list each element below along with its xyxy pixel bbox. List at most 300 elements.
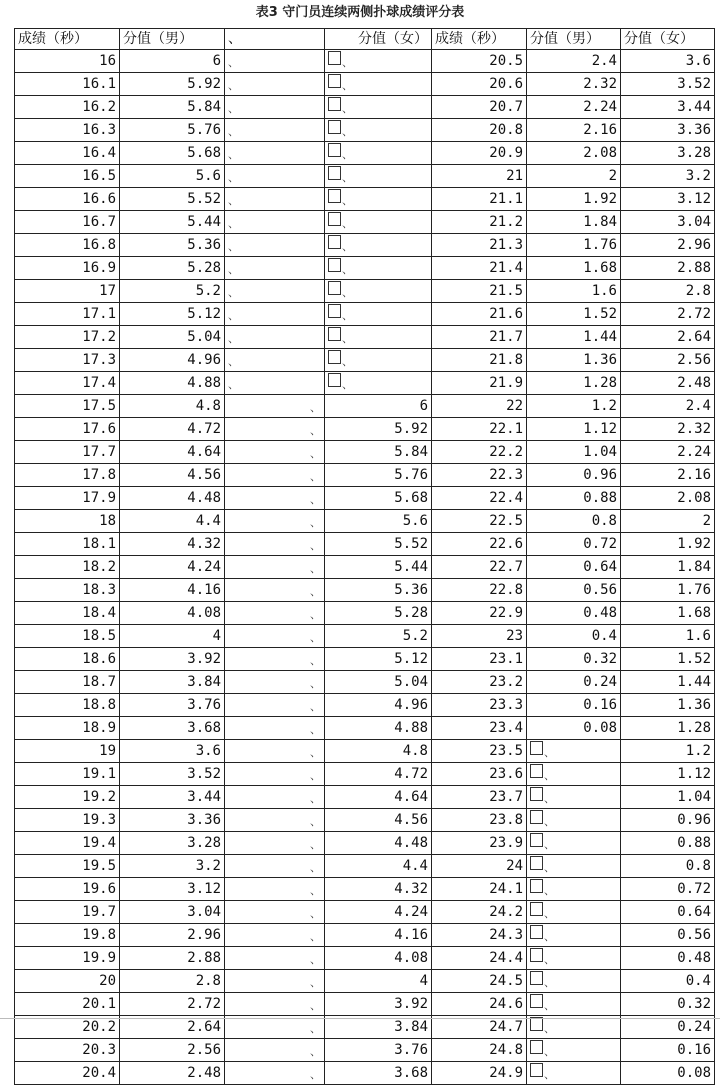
tick-mark: 、 <box>544 883 555 897</box>
tick-mark: 、 <box>310 975 321 989</box>
cell-time-1: 17 <box>15 279 120 302</box>
cell-time-1: 18.6 <box>15 647 120 670</box>
cell-female-score-2: 2.48 <box>621 371 715 394</box>
tick-mark: 、 <box>228 78 239 92</box>
cell-time-2: 24.1 <box>432 877 527 900</box>
cell-female-score-1: 3.84 <box>325 1015 432 1038</box>
cell-male-score-2 <box>527 969 621 992</box>
cell-female-score-1: 4.88 <box>325 716 432 739</box>
table-row <box>15 210 715 233</box>
cell-time-2: 21.1 <box>432 187 527 210</box>
tick-mark: 、 <box>310 469 321 483</box>
cell-male-score-2 <box>527 808 621 831</box>
cell-female-score-1 <box>325 164 432 187</box>
cell-male-score-2: 2.32 <box>527 72 621 95</box>
cell-blank <box>225 992 325 1015</box>
cell-female-score-2: 1.92 <box>621 532 715 555</box>
tick-mark: 、 <box>310 837 321 851</box>
cell-time-1: 18.9 <box>15 716 120 739</box>
tick-mark: 、 <box>310 1044 321 1058</box>
cell-male-score-2 <box>527 739 621 762</box>
cell-male-score-2: 1.36 <box>527 348 621 371</box>
cell-time-2: 22.3 <box>432 463 527 486</box>
table-row <box>15 118 715 141</box>
empty-box-mark <box>530 925 543 939</box>
cell-time-2: 24.8 <box>432 1038 527 1061</box>
cell-time-2: 24.9 <box>432 1061 527 1084</box>
cell-female-score-2: 3.2 <box>621 164 715 187</box>
cell-time-2: 23.1 <box>432 647 527 670</box>
cell-male-score-1: 5.2 <box>120 279 225 302</box>
cell-female-score-1 <box>325 141 432 164</box>
cell-male-score-2: 0.96 <box>527 463 621 486</box>
cell-female-score-1 <box>325 302 432 325</box>
tick-mark: 、 <box>310 814 321 828</box>
cell-time-1: 17.7 <box>15 440 120 463</box>
cell-time-1: 17.5 <box>15 394 120 417</box>
empty-box-mark <box>328 166 341 180</box>
cell-female-score-1: 4.08 <box>325 946 432 969</box>
table-row <box>15 95 715 118</box>
tick-mark: 、 <box>342 101 353 115</box>
table-row <box>15 739 715 762</box>
cell-time-1: 20.2 <box>15 1015 120 1038</box>
cell-female-score-2: 2.08 <box>621 486 715 509</box>
cell-female-score-2: 0.8 <box>621 854 715 877</box>
cell-male-score-1: 5.52 <box>120 187 225 210</box>
tick-mark: 、 <box>228 193 239 207</box>
cell-male-score-2: 1.2 <box>527 394 621 417</box>
cell-time-2: 23 <box>432 624 527 647</box>
cell-female-score-2: 1.36 <box>621 693 715 716</box>
cell-blank <box>225 486 325 509</box>
empty-box-mark <box>328 120 341 134</box>
tick-mark: 、 <box>310 722 321 736</box>
tick-mark: 、 <box>310 1067 321 1081</box>
cell-time-1: 19.9 <box>15 946 120 969</box>
cell-time-1: 20.4 <box>15 1061 120 1084</box>
cell-female-score-2: 1.44 <box>621 670 715 693</box>
tick-mark: 、 <box>228 170 239 184</box>
tick-mark: 、 <box>544 768 555 782</box>
cell-time-2: 20.7 <box>432 95 527 118</box>
table-row <box>15 555 715 578</box>
cell-male-score-2: 1.12 <box>527 417 621 440</box>
cell-blank <box>225 670 325 693</box>
cell-male-score-1: 5.6 <box>120 164 225 187</box>
cell-male-score-1: 5.28 <box>120 256 225 279</box>
cell-blank <box>225 1061 325 1084</box>
tick-mark: 、 <box>310 607 321 621</box>
cell-male-score-2: 1.92 <box>527 187 621 210</box>
cell-male-score-2: 0.64 <box>527 555 621 578</box>
cell-time-1: 16.9 <box>15 256 120 279</box>
cell-female-score-2: 3.04 <box>621 210 715 233</box>
cell-male-score-1: 3.28 <box>120 831 225 854</box>
cell-female-score-1 <box>325 279 432 302</box>
cell-male-score-1: 4.08 <box>120 601 225 624</box>
cell-male-score-2: 0.24 <box>527 670 621 693</box>
table-row <box>15 716 715 739</box>
cell-time-2: 23.2 <box>432 670 527 693</box>
cell-male-score-1: 4.56 <box>120 463 225 486</box>
cell-time-1: 19.7 <box>15 900 120 923</box>
cell-time-1: 18.3 <box>15 578 120 601</box>
empty-box-mark <box>530 879 543 893</box>
cell-time-2: 22.2 <box>432 440 527 463</box>
cell-time-1: 18.7 <box>15 670 120 693</box>
cell-male-score-1: 2.56 <box>120 1038 225 1061</box>
cell-time-1: 19.3 <box>15 808 120 831</box>
tick-mark: 、 <box>342 262 353 276</box>
cell-time-1: 16 <box>15 49 120 72</box>
cell-male-score-2 <box>527 877 621 900</box>
cell-male-score-2: 1.84 <box>527 210 621 233</box>
tick-mark: 、 <box>342 285 353 299</box>
cell-male-score-1: 4.72 <box>120 417 225 440</box>
cell-female-score-1: 5.28 <box>325 601 432 624</box>
table-row <box>15 141 715 164</box>
tick-mark: 、 <box>342 239 353 253</box>
table-row <box>15 785 715 808</box>
tick-mark: 、 <box>342 124 353 138</box>
cell-male-score-1: 5.12 <box>120 302 225 325</box>
cell-female-score-1: 4.4 <box>325 854 432 877</box>
cell-female-score-2: 3.28 <box>621 141 715 164</box>
score-table <box>14 28 715 1085</box>
cell-female-score-2: 2.24 <box>621 440 715 463</box>
tick-mark: 、 <box>544 1021 555 1035</box>
tick-mark: 、 <box>310 561 321 575</box>
cell-male-score-1: 2.8 <box>120 969 225 992</box>
cell-time-2: 23.9 <box>432 831 527 854</box>
cell-time-2: 22.9 <box>432 601 527 624</box>
cell-time-2: 23.5 <box>432 739 527 762</box>
cell-time-1: 16.7 <box>15 210 120 233</box>
cell-female-score-1 <box>325 371 432 394</box>
cell-blank <box>225 509 325 532</box>
header-time-2: 成绩（秒） <box>432 29 527 50</box>
table-row <box>15 969 715 992</box>
cell-male-score-2 <box>527 923 621 946</box>
cell-male-score-2 <box>527 762 621 785</box>
empty-box-mark <box>530 856 543 870</box>
tick-mark: 、 <box>342 354 353 368</box>
cell-time-1: 18.8 <box>15 693 120 716</box>
cell-time-1: 20.1 <box>15 992 120 1015</box>
tick-mark: 、 <box>544 1067 555 1081</box>
cell-female-score-1 <box>325 256 432 279</box>
tick-mark: 、 <box>310 929 321 943</box>
cell-blank <box>225 233 325 256</box>
cell-blank <box>225 808 325 831</box>
cell-female-score-2: 1.28 <box>621 716 715 739</box>
cell-blank <box>225 716 325 739</box>
cell-male-score-2: 2.24 <box>527 95 621 118</box>
cell-male-score-1: 4.32 <box>120 532 225 555</box>
cell-female-score-2: 2.8 <box>621 279 715 302</box>
cell-female-score-1: 4.48 <box>325 831 432 854</box>
cell-time-1: 18.1 <box>15 532 120 555</box>
cell-female-score-2: 0.96 <box>621 808 715 831</box>
cell-female-score-1: 5.2 <box>325 624 432 647</box>
cell-time-2: 22.5 <box>432 509 527 532</box>
cell-female-score-1: 4.24 <box>325 900 432 923</box>
table-row <box>15 670 715 693</box>
cell-time-1: 16.6 <box>15 187 120 210</box>
cell-male-score-2: 0.4 <box>527 624 621 647</box>
cell-blank <box>225 969 325 992</box>
cell-blank <box>225 95 325 118</box>
cell-time-2: 23.3 <box>432 693 527 716</box>
cell-female-score-1: 5.04 <box>325 670 432 693</box>
cell-female-score-1: 5.92 <box>325 417 432 440</box>
tick-mark: 、 <box>310 699 321 713</box>
cell-blank <box>225 854 325 877</box>
cell-blank <box>225 693 325 716</box>
tick-mark: 、 <box>310 584 321 598</box>
empty-box-mark <box>328 281 341 295</box>
table-row <box>15 601 715 624</box>
tick-mark: 、 <box>228 124 239 138</box>
tick-mark: 、 <box>310 998 321 1012</box>
cell-time-2: 24.2 <box>432 900 527 923</box>
tick-mark: 、 <box>544 860 555 874</box>
cell-blank <box>225 532 325 555</box>
cell-female-score-1 <box>325 187 432 210</box>
tick-mark: 、 <box>228 147 239 161</box>
cell-time-2: 21.7 <box>432 325 527 348</box>
cell-male-score-1: 2.64 <box>120 1015 225 1038</box>
table-row <box>15 532 715 555</box>
cell-male-score-1: 3.6 <box>120 739 225 762</box>
tick-mark: 、 <box>228 308 239 322</box>
cell-female-score-1: 5.68 <box>325 486 432 509</box>
cell-time-2: 22.8 <box>432 578 527 601</box>
cell-time-2: 21.5 <box>432 279 527 302</box>
empty-box-mark <box>530 810 543 824</box>
cell-male-score-1: 3.52 <box>120 762 225 785</box>
cell-female-score-1: 4.72 <box>325 762 432 785</box>
tick-mark: 、 <box>228 354 239 368</box>
cell-female-score-2: 3.12 <box>621 187 715 210</box>
cell-male-score-1: 3.92 <box>120 647 225 670</box>
cell-female-score-1 <box>325 49 432 72</box>
table-row <box>15 900 715 923</box>
cell-male-score-2: 1.44 <box>527 325 621 348</box>
tick-mark: 、 <box>228 285 239 299</box>
cell-female-score-2: 1.04 <box>621 785 715 808</box>
cell-time-2: 22.4 <box>432 486 527 509</box>
cell-time-1: 16.4 <box>15 141 120 164</box>
table-row <box>15 463 715 486</box>
tick-mark: 、 <box>310 515 321 529</box>
cell-male-score-1: 5.84 <box>120 95 225 118</box>
table-row <box>15 624 715 647</box>
cell-female-score-1: 4.56 <box>325 808 432 831</box>
tick-mark: 、 <box>544 791 555 805</box>
tick-mark: 、 <box>342 55 353 69</box>
empty-box-mark <box>328 189 341 203</box>
cell-male-score-2: 0.56 <box>527 578 621 601</box>
cell-blank <box>225 739 325 762</box>
table-row <box>15 325 715 348</box>
cell-female-score-2: 3.36 <box>621 118 715 141</box>
cell-male-score-1: 5.76 <box>120 118 225 141</box>
tick-mark: 、 <box>544 814 555 828</box>
cell-female-score-1: 4 <box>325 969 432 992</box>
cell-male-score-2: 1.04 <box>527 440 621 463</box>
tick-mark: 、 <box>544 998 555 1012</box>
cell-time-2: 23.8 <box>432 808 527 831</box>
cell-male-score-1: 2.96 <box>120 923 225 946</box>
table-row <box>15 992 715 1015</box>
table-row <box>15 348 715 371</box>
cell-female-score-2: 0.56 <box>621 923 715 946</box>
cell-time-2: 20.8 <box>432 118 527 141</box>
cell-time-2: 24.6 <box>432 992 527 1015</box>
cell-blank <box>225 394 325 417</box>
cell-female-score-2: 0.16 <box>621 1038 715 1061</box>
cell-female-score-1: 5.12 <box>325 647 432 670</box>
cell-blank <box>225 417 325 440</box>
table-row <box>15 808 715 831</box>
cell-female-score-1 <box>325 210 432 233</box>
table-row <box>15 302 715 325</box>
empty-box-mark <box>328 143 341 157</box>
cell-female-score-1: 4.32 <box>325 877 432 900</box>
cell-time-1: 17.1 <box>15 302 120 325</box>
cell-male-score-1: 4.4 <box>120 509 225 532</box>
cell-male-score-2: 1.68 <box>527 256 621 279</box>
table-row <box>15 164 715 187</box>
cell-blank <box>225 831 325 854</box>
cell-female-score-1 <box>325 348 432 371</box>
table-body <box>15 49 715 1084</box>
table-row <box>15 578 715 601</box>
cell-time-1: 18.2 <box>15 555 120 578</box>
cell-male-score-1: 5.44 <box>120 210 225 233</box>
cell-male-score-2: 2.16 <box>527 118 621 141</box>
cell-time-2: 21.3 <box>432 233 527 256</box>
empty-box-mark <box>328 97 341 111</box>
table-row <box>15 509 715 532</box>
tick-mark: 、 <box>310 538 321 552</box>
tick-mark: 、 <box>544 745 555 759</box>
tick-mark: 、 <box>310 400 321 414</box>
cell-blank <box>225 578 325 601</box>
cell-male-score-1: 3.76 <box>120 693 225 716</box>
cell-time-1: 16.1 <box>15 72 120 95</box>
cell-blank <box>225 900 325 923</box>
cell-blank <box>225 164 325 187</box>
cell-blank <box>225 601 325 624</box>
header-blank: 、 <box>225 29 325 50</box>
cell-female-score-2: 2.16 <box>621 463 715 486</box>
cell-female-score-2: 0.08 <box>621 1061 715 1084</box>
empty-box-mark <box>328 258 341 272</box>
cell-male-score-2: 0.08 <box>527 716 621 739</box>
cell-blank <box>225 302 325 325</box>
tick-mark: 、 <box>310 446 321 460</box>
cell-male-score-2: 0.32 <box>527 647 621 670</box>
cell-blank <box>225 463 325 486</box>
empty-box-mark <box>530 833 543 847</box>
cell-female-score-2: 0.72 <box>621 877 715 900</box>
cell-female-score-2: 1.12 <box>621 762 715 785</box>
cell-female-score-2: 1.68 <box>621 601 715 624</box>
cell-time-2: 23.7 <box>432 785 527 808</box>
cell-male-score-2: 1.76 <box>527 233 621 256</box>
tick-mark: 、 <box>310 883 321 897</box>
cell-time-2: 21.8 <box>432 348 527 371</box>
tick-mark: 、 <box>342 170 353 184</box>
tick-mark: 、 <box>310 745 321 759</box>
cell-male-score-2: 0.72 <box>527 532 621 555</box>
cell-female-score-1: 4.96 <box>325 693 432 716</box>
tick-mark: 、 <box>310 653 321 667</box>
tick-mark: 、 <box>228 101 239 115</box>
table-row <box>15 854 715 877</box>
cell-male-score-1: 4.24 <box>120 555 225 578</box>
cell-time-1: 17.3 <box>15 348 120 371</box>
table-row <box>15 187 715 210</box>
cell-female-score-1 <box>325 325 432 348</box>
cell-time-1: 19.2 <box>15 785 120 808</box>
tick-mark: 、 <box>228 377 239 391</box>
cell-blank <box>225 555 325 578</box>
cell-time-2: 20.6 <box>432 72 527 95</box>
tick-mark: 、 <box>310 630 321 644</box>
cell-blank <box>225 210 325 233</box>
cell-female-score-2: 0.32 <box>621 992 715 1015</box>
tick-mark: 、 <box>342 331 353 345</box>
header-male-score-1: 分值（男） <box>120 29 225 50</box>
tick-mark: 、 <box>342 78 353 92</box>
tick-mark: 、 <box>310 791 321 805</box>
cell-blank <box>225 785 325 808</box>
cell-time-2: 22.1 <box>432 417 527 440</box>
cell-time-2: 22.7 <box>432 555 527 578</box>
tick-mark: 、 <box>310 952 321 966</box>
cell-male-score-2: 1.28 <box>527 371 621 394</box>
cell-time-1: 17.2 <box>15 325 120 348</box>
cell-female-score-2: 0.64 <box>621 900 715 923</box>
cell-male-score-1: 2.88 <box>120 946 225 969</box>
cell-time-2: 21 <box>432 164 527 187</box>
cell-blank <box>225 72 325 95</box>
cell-male-score-2 <box>527 1038 621 1061</box>
cell-female-score-1 <box>325 118 432 141</box>
cell-female-score-2: 2.96 <box>621 233 715 256</box>
header-female-score-1: 分值（女） <box>325 29 432 50</box>
tick-mark: 、 <box>228 239 239 253</box>
table-row <box>15 49 715 72</box>
cell-male-score-1: 4 <box>120 624 225 647</box>
header-female-score-2: 分值（女） <box>621 29 715 50</box>
cell-blank <box>225 187 325 210</box>
cell-blank <box>225 141 325 164</box>
cell-blank <box>225 118 325 141</box>
cell-blank <box>225 647 325 670</box>
empty-box-mark <box>328 350 341 364</box>
cell-male-score-1: 3.68 <box>120 716 225 739</box>
tick-mark: 、 <box>310 906 321 920</box>
cell-time-1: 16.8 <box>15 233 120 256</box>
cell-female-score-2: 2.64 <box>621 325 715 348</box>
cell-male-score-1: 5.04 <box>120 325 225 348</box>
table-row <box>15 693 715 716</box>
